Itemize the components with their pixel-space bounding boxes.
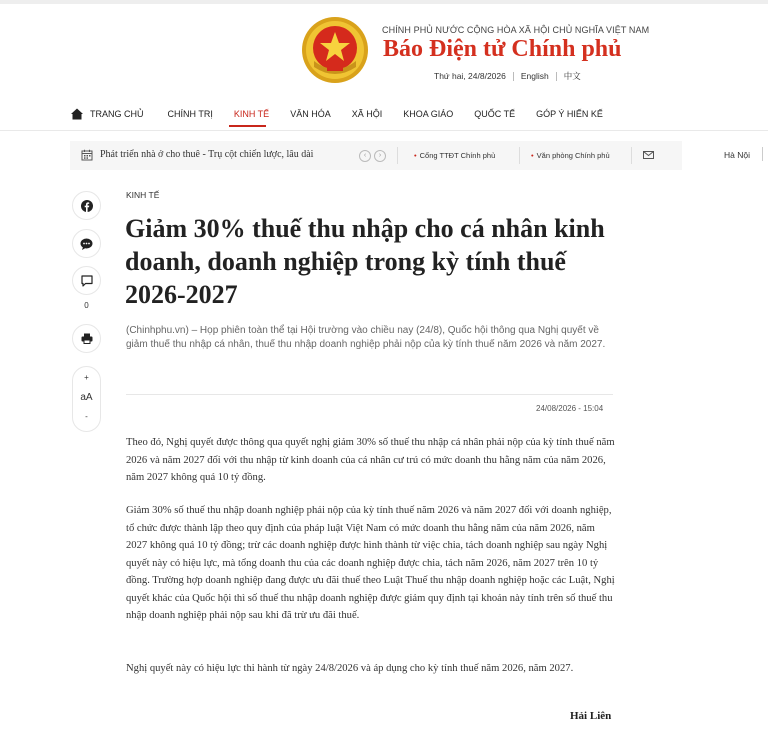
nav-item-kinh-te[interactable]: KINH TẾ [233,109,270,119]
lang-chinese-link[interactable]: 中文 [563,71,581,81]
nav-item-trang-chu[interactable]: TRANG CHỦ [90,109,144,119]
nav-active-underline [229,125,266,127]
article-title: Giảm 30% thuế thu nhập cho cá nhân kinh doanh, doanh nghiệp trong kỳ tính thuế 2026-2027 [125,214,605,309]
top-border [0,0,768,4]
comment-icon [81,275,93,287]
divider [556,72,557,81]
nav-item-xa-hoi[interactable]: XÃ HỘI [351,109,383,119]
font-decrease-button[interactable]: - [85,412,88,421]
print-icon [81,333,93,344]
calendar-icon [81,149,93,161]
site-title[interactable]: Báo Điện tử Chính phủ [383,36,622,62]
article-paragraph: Nghị quyết này có hiệu lực thi hành từ ngày 24/8/2026 và áp dụng cho kỳ tính thuế năm 2026, năm 2027. [126,663,574,674]
link-cong-ttdt[interactable]: • Cổng TTĐT Chính phủ [414,151,496,160]
nav-item-quoc-te[interactable]: QUỐC TẾ [474,109,516,119]
article-paragraph: Giảm 30% số thuế thu nhập doanh nghiệp phải nộp của kỳ tính thuế năm 2026 và năm 2027 đối với doanh nghiệp, tổ chức được thành lập theo quy định của pháp luật Việt Nam có mức doanh thu hằng năm của năm 2026, năm 2027 không quá 10 tỷ đồng; trừ các doanh nghiệp được hình thành từ việc chia, tách doanh nghiệp sau ngày Nghị quyết này có hiệu lực, mà tổng doanh thu của các doanh nghiệp được chia, tách năm 2026, năm 2027 trên 10 tỷ đồng. Trường hợp doanh nghiệp đang được ưu đãi thuế theo Luật Thuế thu nhập doanh nghiệp hoặc các Luật, Nghị quyết khác của Quốc hội thì số thuế thu nhập doanh nghiệp được giảm quy định tại khoản này tính trên số thuế thu nhập doanh nghiệp phải nộp sau khi đã trừ ưu đãi thuế. [126,505,615,621]
zalo-share-button[interactable] [72,229,101,258]
header-meta [434,70,581,82]
chat-bubble-icon [80,238,93,250]
government-line: CHÍNH PHỦ NƯỚC CỘNG HÒA XÃ HỘI CHỦ NGHĨA VIỆT NAM [382,25,650,35]
lang-english-link[interactable]: English [520,71,549,81]
article-paragraph: Theo đó, Nghị quyết được thông qua quyết nghị giảm 30% số thuế thu nhập cá nhân phải nộp của kỳ tính thuế năm 2026 và năm 2027 đối với thu nhập từ kinh doanh của cá nhân cư trú có mức doanh thu hằng năm của năm 2026, năm 2027 không quá 10 tỷ đồng. [126,437,615,483]
national-emblem-icon[interactable] [300,15,370,85]
header-date: Thứ hai, 24/8/2026 [434,71,506,81]
divider [126,394,613,395]
facebook-share-button[interactable] [72,191,101,220]
font-size-control [72,366,101,432]
news-ticker[interactable]: Phát triển nhà ở cho thuê - Trụ cột chiến lược, lâu dài [100,149,314,160]
facebook-icon [81,200,93,212]
font-increase-button[interactable]: + [84,373,89,382]
ticker-prev-icon[interactable]: ‹ [359,150,371,162]
divider [397,147,398,164]
comment-button[interactable] [72,266,101,295]
comment-count: 0 [84,301,89,310]
link-cong-ttdt-label: Cổng TTĐT Chính phủ [419,151,496,160]
nav-divider [0,130,768,131]
weather-city[interactable]: Hà Nội [724,150,750,160]
font-size-label: aA [80,392,93,403]
main-nav [70,106,624,122]
publish-date: 24/08/2026 - 15:04 [536,404,604,413]
nav-item-chinh-tri[interactable]: CHÍNH TRỊ [167,109,213,119]
nav-item-van-hoa[interactable]: VĂN HÓA [290,109,331,119]
article-category[interactable]: KINH TẾ [126,190,160,200]
link-van-phong-label: Văn phòng Chính phủ [536,151,610,160]
ticker-next-icon[interactable]: › [374,150,386,162]
mail-icon[interactable] [643,151,654,159]
print-button[interactable] [72,324,101,353]
utility-bar [70,141,682,170]
link-van-phong[interactable]: • Văn phòng Chính phủ [531,151,610,160]
divider [762,147,763,161]
home-icon[interactable] [70,107,84,121]
nav-item-khoa-giao[interactable]: KHOA GIÁO [403,109,454,119]
nav-item-gop-y-hien-ke[interactable]: GÓP Ý HIẾN KẾ [536,109,603,119]
divider [513,72,514,81]
article-summary: (Chinhphu.vn) – Họp phiên toàn thể tại Hội trường vào chiều nay (24/8), Quốc hội thông qua Nghị quyết về giảm thuế thu nhập cá nhân, thuế thu nhập doanh nghiệp phải nộp của kỳ tính thuế năm 2026 và năm 2027. [126,325,606,350]
divider [631,147,632,164]
divider [519,147,520,164]
article-author: Hải Liên [570,710,612,722]
